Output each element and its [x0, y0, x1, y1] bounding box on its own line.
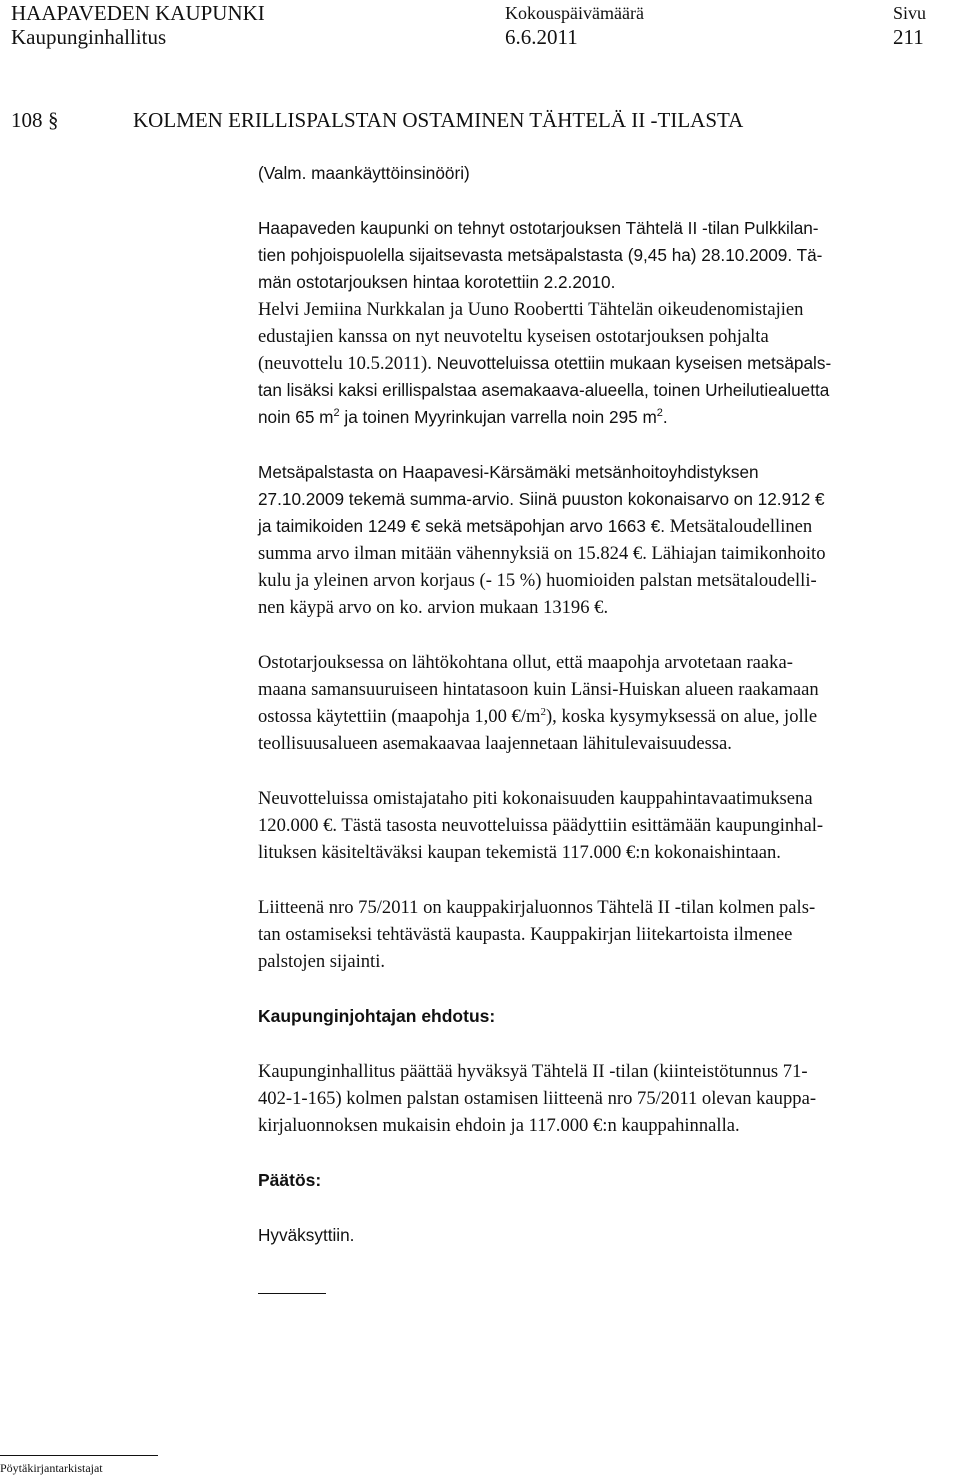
superscript: 2: [333, 407, 340, 419]
text-line: tan lisäksi kaksi erillispalstaa asemakaava-alueella, toinen Urheilutiealuetta: [258, 380, 830, 400]
decision-text: Hyväksyttiin.: [258, 1225, 355, 1245]
item-title: KOLMEN ERILLISPALSTAN OSTAMINEN TÄHTELÄ II -TILASTA: [133, 108, 744, 132]
decision-heading: Päätös:: [258, 1170, 322, 1190]
text-line: Neuvotteluissa otettiin mukaan kyseisen metsäpals-: [431, 353, 832, 373]
proposal-heading: Kaupunginjohtajan ehdotus:: [258, 1006, 496, 1026]
text-line: .: [662, 407, 668, 427]
meeting-date: 6.6.2011: [505, 25, 578, 49]
page-header: [0, 0, 960, 50]
signature-line: [258, 1293, 326, 1294]
text-line: Neuvotteluissa omistajataho piti kokonaisuuden kauppahintavaatimuksena: [258, 788, 813, 809]
text-line: kulu ja yleinen arvon korjaus (- 15 %) huomioiden palstan metsätaloudelli-: [258, 570, 817, 591]
date-label: Kokouspäivämäärä: [505, 3, 644, 23]
text-line: tan ostamiseksi tehtävästä kaupasta. Kauppakirjan liitekartoista ilmenee: [258, 924, 793, 945]
preparer-note: (Valm. maankäyttöinsinööri): [258, 163, 470, 183]
item-number: 108: [11, 108, 43, 132]
text-line: Lähiajan taimikonhoito: [646, 543, 826, 564]
text-line: 120.000 €. Tästä tasosta neuvotteluissa päädyttiin esittämään kaupunginhal-: [258, 815, 824, 836]
superscript: 2: [540, 706, 546, 718]
page-label: Sivu: [893, 3, 927, 23]
proposal-text: [258, 1058, 958, 1139]
text-line: Ostotarjouksessa on lähtökohtana ollut, että maapohja arvotetaan raaka-: [258, 652, 793, 673]
text-line: 402-1-165) kolmen palstan ostamisen liitteenä nro 75/2011 olevan kauppa-: [258, 1088, 817, 1109]
footer-reviewers: Pöytäkirjantarkistajat: [0, 1461, 103, 1475]
paragraph-2: [258, 459, 958, 621]
text-line: 27.10.2009 tekemä summa-arvio. Siinä puuston kokonaisarvo on 12.912 €: [258, 489, 825, 509]
text-line: edustajien kanssa on nyt neuvoteltu kyseisen ostotarjouksen pohjalta: [258, 326, 769, 347]
section-sign: §: [48, 108, 59, 132]
text-line: ), koska kysymyksessä on alue, jolle: [545, 706, 818, 727]
text-line: nen käypä arvo on ko. arvion mukaan 13196 €.: [258, 597, 609, 618]
text-line: Metsätaloudellinen: [665, 516, 813, 537]
text-line: lituksen käsiteltäväksi kaupan tekemistä 117.000 €:n kokonaishintaan.: [258, 842, 781, 863]
text-line: teollisuusalueen asemakaavaa laajennetaan lähitulevaisuudessa.: [258, 733, 732, 754]
text-line: Liitteenä nro 75/2011 on kauppakirjaluonnos Tähtelä II -tilan kolmen pals-: [258, 897, 816, 918]
paragraph-4: [258, 785, 958, 866]
footer-rule: [0, 1455, 158, 1456]
text-line: ja toinen Myyrinkujan varrella noin 295 m: [339, 407, 657, 427]
paragraph-1: [258, 215, 958, 431]
paragraph-5: [258, 894, 958, 975]
text-line: tien pohjoispuolella sijaitsevasta metsäpalstasta (9,45 ha) 28.10.2009. Tä-: [258, 245, 823, 265]
page-number: 211: [893, 25, 924, 49]
paragraph-3: [258, 649, 958, 757]
text-line: ja taimikoiden 1249 € sekä metsäpohjan arvo 1663 €.: [258, 516, 666, 536]
document-body: [258, 160, 958, 1277]
text-line: (neuvottelu 10.5.2011).: [258, 353, 432, 374]
text-line: noin 65 m: [258, 407, 334, 427]
text-line: palstojen sijainti.: [258, 951, 386, 972]
text-line: män ostotarjouksen hintaa korotettiin 2.2.2010.: [258, 272, 616, 292]
text-line: summa arvo ilman mitään vähennyksiä on 15.824 €.: [258, 543, 647, 564]
text-line: Metsäpalstasta on Haapavesi-Kärsämäki metsänhoitoyhdistyksen: [258, 462, 759, 482]
text-line: kirjaluonnoksen mukaisin ehdoin ja 117.000 €:n kauppahinnalla.: [258, 1115, 740, 1136]
text-line: Kaupunginhallitus päättää hyväksyä Tähtelä II -tilan (kiinteistötunnus 71-: [258, 1061, 808, 1082]
text-line: maana samansuuruiseen hintatasoon kuin Länsi-Huiskan alueen raakamaan: [258, 679, 819, 700]
text-line: ostossa käytettiin (maapohja 1,00 €/m: [258, 706, 541, 727]
text-line: Helvi Jemiina Nurkkalan ja Uuno Roobertti Tähtelän oikeudenomistajien: [258, 299, 804, 320]
item-title-row: [0, 108, 960, 138]
body-name: Kaupunginhallitus: [11, 25, 167, 49]
superscript: 2: [656, 407, 663, 419]
text-line: Haapaveden kaupunki on tehnyt ostotarjouksen Tähtelä II -tilan Pulkkilan-: [258, 218, 819, 238]
org-name: HAAPAVEDEN KAUPUNKI: [11, 1, 265, 25]
